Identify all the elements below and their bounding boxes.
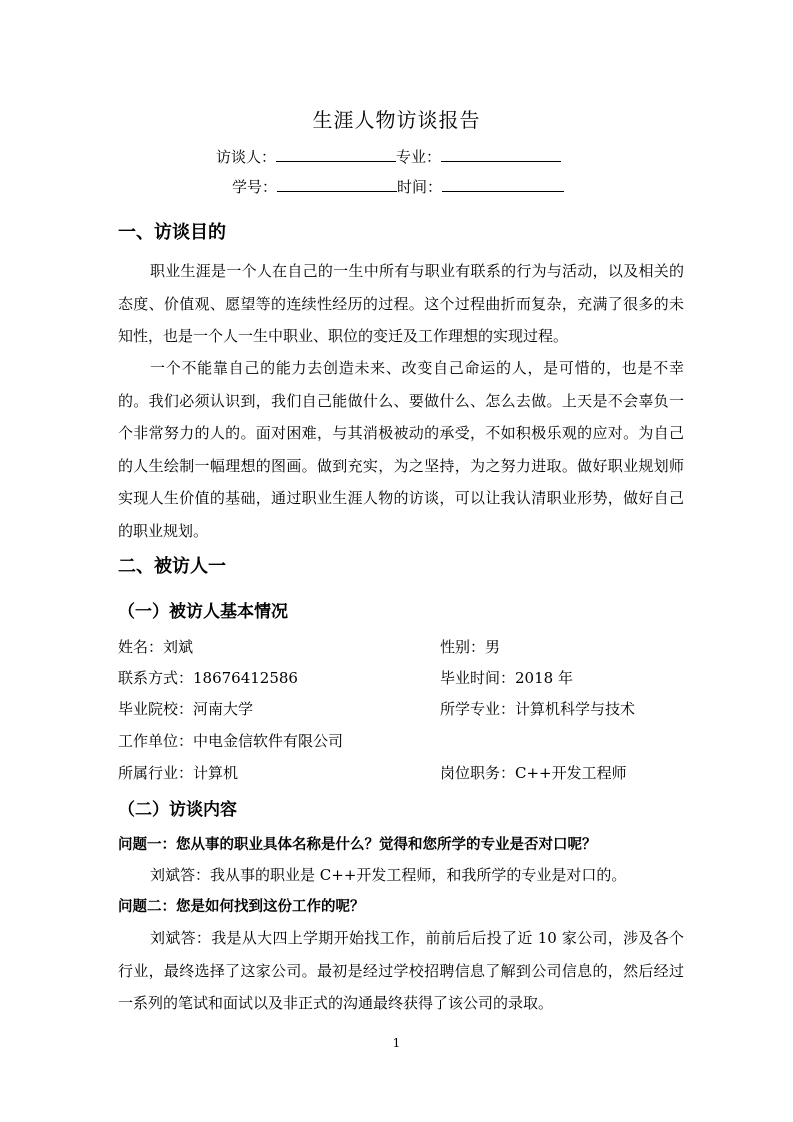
info-position: 岗位职务：C++开发工程师 [440,764,627,782]
answer-2: 刘斌答：我是从大四上学期开始找工作，前前后后投了近 10 家公司，涉及各个行业，最终选择了这家公司。最初是经过学校招聘信息了解到公司信息的，然后经过一系列的笔试和面试以及非正式的沟通最终获得了该公司的录取。 [118,929,684,1012]
student-id-line [232,176,564,197]
info-employer: 工作单位：中电金信软件有限公司 [118,732,344,750]
info-name: 姓名：刘斌 [118,638,194,656]
subsection-heading-basic-info: （一）被访人基本情况 [118,602,288,622]
student-id-label: 学号： [232,178,278,196]
info-major: 所学专业：计算机科学与技术 [440,700,636,718]
page-title: 生涯人物访谈报告 [312,108,481,132]
student-id-blank [277,176,397,192]
major-label: 专业： [396,148,442,166]
subsection-heading-content: （二）访谈内容 [118,800,237,820]
time-blank [442,176,564,192]
interviewer-label: 访谈人： [216,148,277,166]
answer-1: 刘斌答：我从事的职业是 C++开发工程师，和我所学的专业是对口的。 [150,866,627,884]
page-number: 1 [392,1036,401,1050]
interviewer-line [216,146,561,167]
question-2: 问题二：您是如何找到这份工作的呢？ [118,899,365,915]
section-heading-purpose: 一、访谈目的 [118,222,226,243]
interviewer-blank [276,146,396,162]
info-school: 毕业院校：河南大学 [118,700,254,718]
info-industry: 所属行业：计算机 [118,764,239,782]
info-gender: 性别：男 [440,638,501,656]
question-1: 问题一：您从事的职业具体名称是什么？觉得和您所学的专业是否对口呢？ [118,837,597,853]
time-label: 时间： [397,178,443,196]
info-contact: 联系方式：18676412586 [118,669,298,687]
purpose-paragraph-2: 一个不能靠自己的能力去创造未来、改变自己命运的人，是可惜的，也是不幸的。我们必须认识到，我们自己能做什么、要做什么、怎么去做。上天是不会辜负一个非常努力的人的。面对困难，与其消极被动的承受，不如积极乐观的应对。为自己的人生绘制一幅理想的图画。做到充实，为之坚持，为之努力进取。做好职业规划师实现人生价值的基础，通过职业生涯人物的访谈，可以让我认清职业形势，做好自己的职业规划。 [118,359,684,540]
major-blank [441,146,561,162]
info-grad-time: 毕业时间：2018 年 [440,669,573,687]
purpose-paragraph-1: 职业生涯是一个人在自己的一生中所有与职业有联系的行为与活动，以及相关的态度、价值观、愿望等的连续性经历的过程。这个过程曲折而复杂，充满了很多的未知性，也是一个人一生中职业、职位的变迁及工作理想的实现过程。 [118,262,684,345]
section-heading-interviewee: 二、被访人一 [118,556,226,577]
